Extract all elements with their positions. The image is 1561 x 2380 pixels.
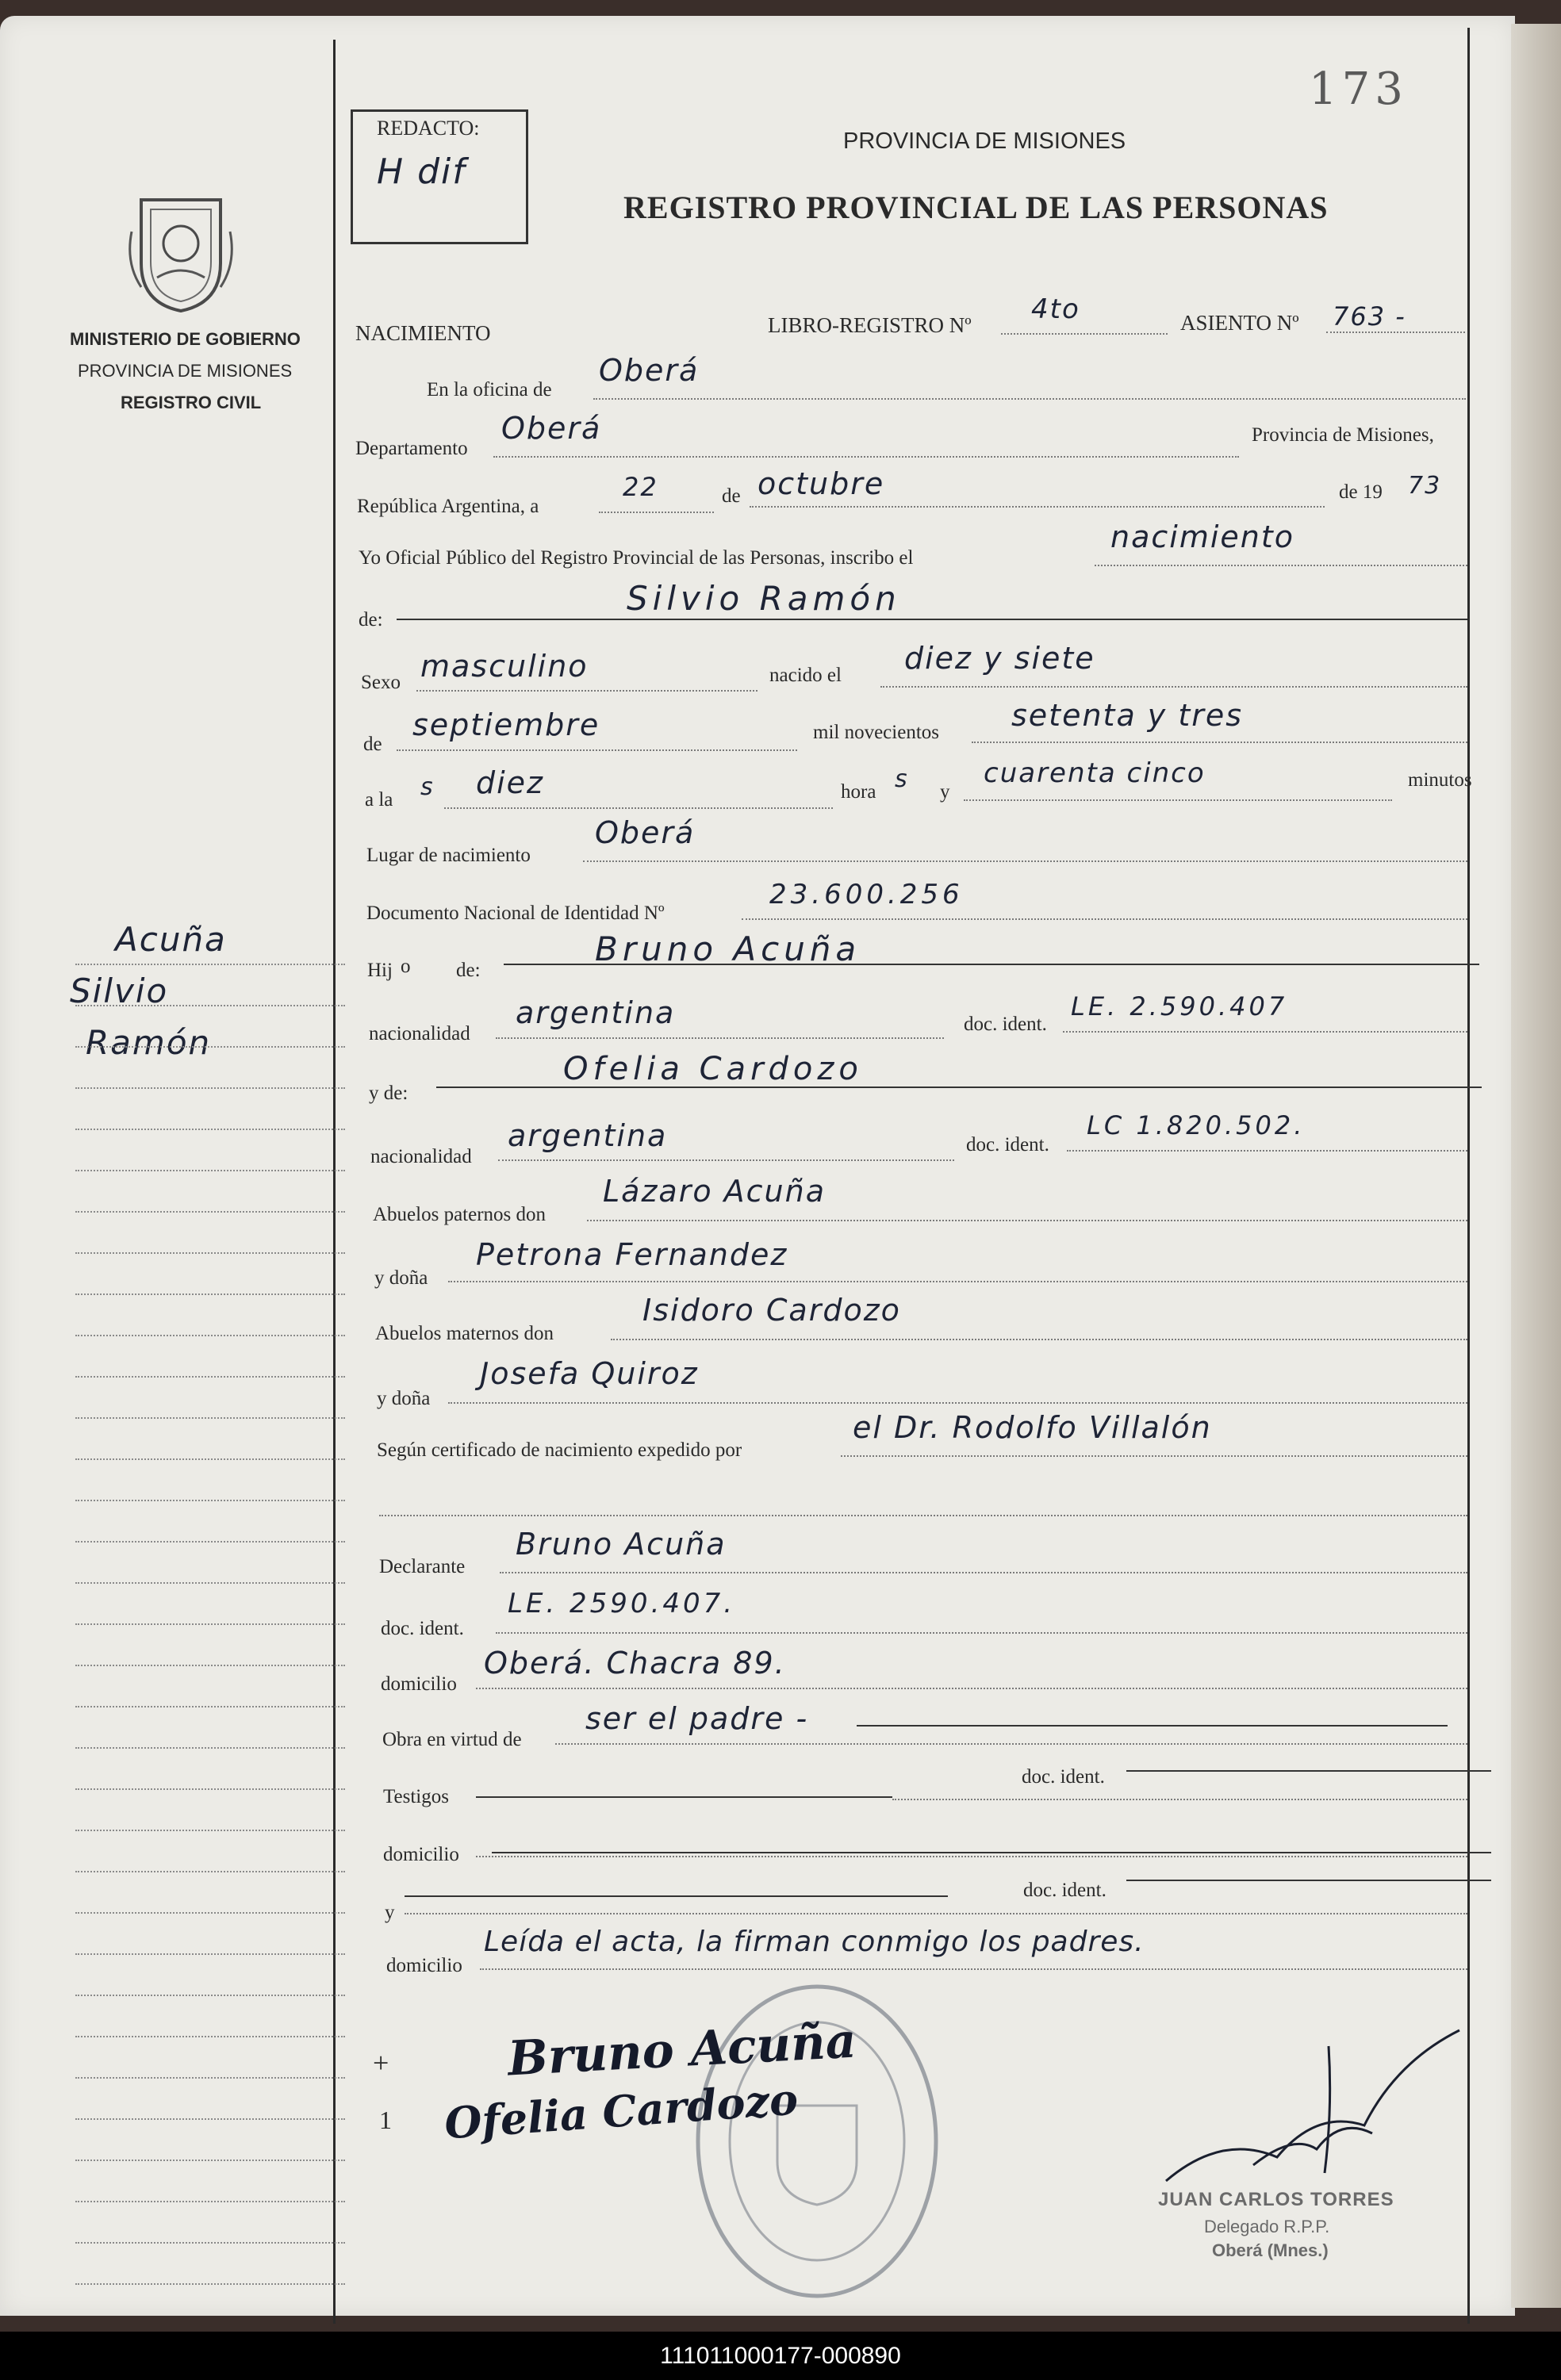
ab-pat-value: Lázaro Acuña [603,1174,826,1209]
inscribo-value: nacimiento [1110,519,1295,554]
margin-line [75,2118,345,2120]
oficina-label: En la oficina de [427,379,552,400]
hijo-suffix: o [401,956,411,977]
padre-value: Bruno Acuña [595,929,861,968]
page-number: 173 [1309,63,1408,115]
margin-middlename: Ramón [86,1023,212,1062]
republica-label: República Argentina, a [357,496,539,517]
left-margin-rule [333,40,336,2324]
de-nombre-label: de: [359,609,383,630]
right-margin-rule [1467,28,1470,2324]
margin-line [75,2160,345,2161]
madre-doc-label: doc. ident. [966,1134,1049,1156]
margin-line [75,964,345,965]
a-la-label: a la [365,789,393,811]
testigo1-dom-label: domicilio [383,1844,459,1865]
hora-label: hora [841,781,876,803]
dec-doc-value: LE. 2590.407. [508,1588,736,1619]
departamento-value: Oberá [501,411,602,446]
margin-line [75,2201,345,2202]
margin-line [75,1582,345,1584]
ministry-line3: REGISTRO CIVIL [121,393,262,412]
dni-value: 23.600.256 [769,879,964,910]
oficial-label: Yo Oficial Público del Registro Provincial de las Personas, inscribo el [359,547,914,569]
y-de-label: y de: [369,1083,408,1104]
padre-nac-value: argentina [516,995,676,1030]
obra-label: Obra en virtud de [382,1729,522,1750]
record-type: NACIMIENTO [355,321,491,345]
testigo1-doc-label: doc. ident. [1022,1766,1105,1788]
hora-value: diez [476,765,545,800]
margin-line [75,1665,345,1666]
obra-value: ser el padre - [585,1701,809,1736]
cert-label: Según certificado de nacimiento expedido por [377,1439,742,1461]
margin-line [75,1500,345,1501]
margin-line [75,1830,345,1831]
official-place: Oberá (Mnes.) [1212,2240,1329,2260]
declarante-label: Declarante [379,1556,466,1577]
lugar-label: Lugar de nacimiento [366,845,531,866]
margin-line [75,1046,345,1048]
margin-line [75,2077,345,2079]
provincia-label: Provincia de Misiones, [1252,424,1434,446]
padre-nac-label: nacionalidad [369,1023,470,1044]
libro-value: 4to [1031,293,1080,325]
signature-mother: Ofelia Cardozo [443,2073,800,2149]
ab-pat-label: Abuelos paternos don [373,1204,547,1225]
page-edge [1511,24,1561,2308]
anio-label: de 19 [1339,481,1383,503]
madre-doc-value: LC 1.820.502. [1087,1110,1306,1140]
mes-value: octubre [757,466,885,501]
de2-label: de [363,734,382,755]
margin-line [75,1788,345,1790]
margin-line [75,1417,345,1419]
ab-pat-dona-label: y doña [374,1267,428,1289]
margin-firstname: Silvio [70,972,169,1010]
mes-nac-value: septiembre [412,707,600,742]
ministry-seal-icon [125,184,236,319]
oficina-value: Oberá [599,353,700,388]
dni-label: Documento Nacional de Identidad Nº [366,903,665,924]
official-title: Delegado R.P.P. [1204,2217,1330,2236]
de-label: de [722,485,741,507]
signature-father: Bruno Acuña [506,2013,858,2087]
redacto-box [351,109,528,244]
madre-nac-label: nacionalidad [370,1146,472,1167]
minutos-value: cuarenta cinco [984,757,1206,789]
margin-line [75,2242,345,2244]
hora-s-value: s [895,765,909,793]
sign-mark-plus: + [373,2047,389,2079]
testigos-label: Testigos [383,1786,449,1807]
redacto-label: REDACTO: [377,117,480,140]
official-signature-icon [1158,2014,1467,2197]
margin-line [75,1541,345,1543]
margin-line [75,1871,345,1872]
margin-line [75,1995,345,1996]
cert-value: el Dr. Rodolfo Villalón [853,1410,1212,1445]
sexo-value: masculino [420,649,589,684]
margin-line [75,1623,345,1625]
margin-line [75,1912,345,1914]
y-label: y [940,781,950,803]
margin-line [75,1335,345,1336]
declarante-value: Bruno Acuña [516,1527,727,1562]
lugar-value: Oberá [595,815,696,850]
province-header: PROVINCIA DE MISIONES [843,128,1126,154]
leida-value: Leída el acta, la firman conmigo los padres. [484,1926,1145,1958]
margin-line [75,1458,345,1460]
dia-value: 22 [623,472,658,502]
testigo2-dom-label: domicilio [386,1955,462,1976]
libro-label: LIBRO-REGISTRO Nº [768,313,972,337]
margin-line [75,1747,345,1749]
ab-mat-dona-label: y doña [377,1388,431,1409]
margin-line [75,1376,345,1378]
margin-line [75,1293,345,1295]
madre-value: Ofelia Cardozo [563,1051,863,1087]
ab-mat-dona-value: Josefa Quiroz [480,1356,699,1391]
official-name: JUAN CARLOS TORRES [1158,2189,1394,2210]
hijo-de-label: de: [456,960,481,981]
sign-mark-one: 1 [379,2106,392,2134]
ministry-line1: MINISTERIO DE GOBIERNO [70,329,301,349]
margin-line [75,1252,345,1254]
nacido-value: diez y siete [904,641,1095,676]
margin-line [75,2036,345,2037]
margin-line [75,1129,345,1130]
registry-header: REGISTRO PROVINCIAL DE LAS PERSONAS [623,190,1329,225]
margin-line [75,1953,345,1955]
margin-line [75,1170,345,1171]
testigo2-doc-label: doc. ident. [1023,1880,1107,1901]
departamento-label: Departamento [355,438,468,459]
anio-value: 73 [1408,472,1442,500]
nombre-value: Silvio Ramón [627,579,901,618]
margin-line [75,1211,345,1213]
anio-nac-value: setenta y tres [1011,698,1244,733]
redacto-value: H dif [377,151,466,192]
ab-pat-dona-value: Petrona Fernandez [476,1237,788,1272]
mil-label: mil novecientos [813,722,939,743]
ab-mat-label: Abuelos maternos don [375,1323,554,1344]
margin-surname: Acuña [115,920,227,959]
a-la-s-value: s [420,773,435,801]
dec-dom-value: Oberá. Chacra 89. [484,1646,786,1681]
asiento-label: ASIENTO Nº [1180,311,1299,335]
ab-mat-value: Isidoro Cardozo [642,1293,901,1328]
dec-dom-label: domicilio [381,1673,457,1695]
margin-line [75,1706,345,1707]
ministry-line2: PROVINCIA DE MISIONES [78,361,293,381]
margin-line [75,1087,345,1089]
madre-nac-value: argentina [508,1118,668,1153]
testigo2-label: y [385,1902,395,1923]
padre-doc-value: LE. 2.590.407 [1071,991,1288,1021]
archive-footer-id: 111011000177-000890 [0,2332,1561,2380]
hijo-label: Hij [367,960,393,981]
asiento-value: 763 - [1333,301,1406,332]
margin-line [75,1005,345,1006]
nacido-label: nacido el [769,665,842,686]
minutos-label: minutos [1408,769,1472,791]
padre-doc-label: doc. ident. [964,1014,1047,1035]
dec-doc-label: doc. ident. [381,1618,464,1639]
margin-line [75,2283,345,2285]
sexo-label: Sexo [361,672,401,693]
